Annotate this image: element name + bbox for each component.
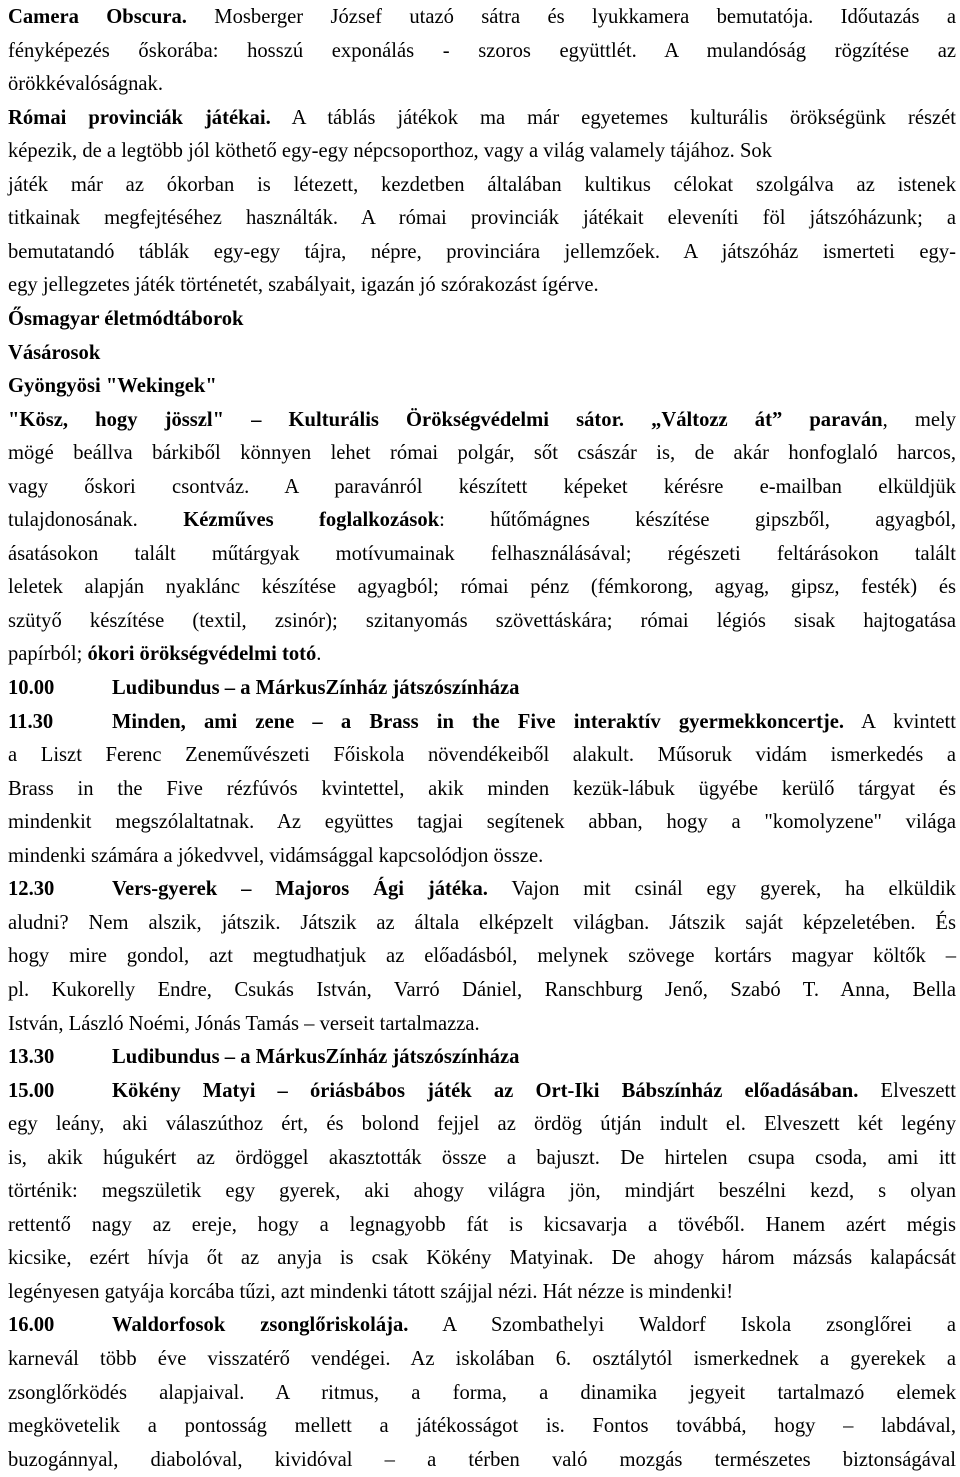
text-line	[8, 772, 956, 806]
bold-text-run: Waldorfosok zsonglőriskolája.	[112, 1314, 409, 1337]
text-run: rettentő nagy az ereje, hogy a legnagyobb fát is kicsavarja a tövéből. Hanem azért mégis	[8, 1213, 956, 1236]
text-line	[8, 0, 956, 34]
text-run: szütyő készítése (textil, zsinór); szitanyomás szövettáskára; római légiós sisak hajtogatása	[8, 609, 956, 632]
text-run: tulajdonosának.	[8, 509, 184, 532]
text-line	[8, 1007, 956, 1041]
bold-text-run: Minden, ami zene – a Brass in the Five interaktív gyermekkoncertje.	[112, 710, 845, 733]
schedule-entry-line	[8, 1308, 956, 1342]
text-run: pl. Kukorelly Endre, Csukás István, Varró Dániel, Ranschburg Jenő, Szabó T. Anna, Bella	[8, 978, 956, 1001]
text-line	[8, 637, 956, 671]
text-run: titkainak megfejtéséhez használták. A római provinciák játékait eleveníti föl játszóházunk; a	[8, 207, 956, 230]
text-run: , mely	[882, 408, 956, 431]
schedule-entry-line	[8, 872, 956, 906]
text-run: egy jellegzetes játék történetét, szabályait, igazán jó szórakozást ígérve.	[8, 274, 599, 297]
text-line	[8, 168, 956, 202]
text-run: legényesen gatyája korcába tűzi, azt mindenki tátott szájjal nézi. Hát nézze is mindenki!	[8, 1280, 734, 1303]
text-line	[8, 1443, 956, 1477]
text-run: történik: megszületik egy gyerek, aki ahogy világra jön, mindjárt beszélni kezd, s olyan	[8, 1180, 956, 1203]
text-run: játék már az ókorban is létezett, kezdetben általában kultikus célokat szolgálva az istenek	[8, 173, 956, 196]
text-line	[8, 34, 956, 68]
text-line	[8, 1342, 956, 1376]
text-line	[8, 570, 956, 604]
text-line	[8, 268, 956, 302]
schedule-time: 11.30	[8, 710, 54, 733]
text-line	[8, 470, 956, 504]
bold-text-run: Camera Obscura.	[8, 6, 187, 28]
text-line	[8, 436, 956, 470]
text-line	[8, 1174, 956, 1208]
schedule-time: 13.30	[8, 1046, 55, 1069]
text-run: leletek alapján nyaklánc készítése agyagból; római pénz (fémkorong, agyag, gipsz, festék) és	[8, 576, 956, 599]
text-line	[8, 604, 956, 638]
text-run: A kvintett	[844, 710, 956, 733]
text-line	[8, 1141, 956, 1175]
text-line	[8, 101, 956, 135]
bold-text-run: Vásárosok	[8, 341, 101, 364]
schedule-time: 16.00	[8, 1314, 55, 1337]
text-run: fényképezés őskorába: hosszú exponálás - szoros együttlét. A mulandóság rögzítése az	[8, 39, 956, 62]
text-line	[8, 201, 956, 235]
text-run: aludni? Nem alszik, játszik. Játszik az általa elképzelt világban. Játszik saját képzeletében. És	[8, 911, 956, 934]
text-run: buzogánnyal, diabolóval, kividóval – a térben való mozgás természetes biztonságával	[8, 1448, 956, 1471]
text-run: örökkévalóságnak.	[8, 73, 163, 96]
bold-text-run: Ludibundus – a MárkusZínház játszószínháza	[112, 677, 520, 699]
text-run: A táblás játékok ma már egyetemes kulturális örökségünk részét	[270, 106, 956, 129]
text-line	[8, 973, 956, 1007]
text-line	[8, 403, 956, 437]
bold-text-run: ókori örökségvédelmi totó	[87, 643, 317, 666]
schedule-time: 12.30	[8, 878, 55, 901]
text-run: Vajon mit csinál egy gyerek, ha elküldik	[487, 878, 956, 901]
bold-text-run: Ludibundus – a MárkusZínház játszószínháza	[112, 1046, 520, 1069]
text-run: Mosberger József utazó sátra és lyukkamera bemutatója. Időutazás a	[186, 6, 956, 28]
text-run: egy leány, aki válaszúthoz ért, és bolond fejjel az ördög útján indult el. Elveszett két legény	[8, 1113, 956, 1136]
text-run: : hűtőmágnes készítése gipszből, agyagból,	[439, 509, 956, 532]
text-run: a Liszt Ferenc Zeneművészeti Főiskola növendékeiből alakult. Műsoruk vidám ismerkedés a	[8, 744, 956, 767]
text-run: kicsike, ezért hívja őt az anyja is csak Kökény Matyinak. De ahogy három mázsás kalapácsát	[8, 1247, 956, 1270]
text-line	[8, 336, 956, 370]
text-run: megkövetelik a pontosság mellett a játékosságot is. Fontos továbbá, hogy – labdával,	[8, 1415, 956, 1438]
text-line	[8, 503, 956, 537]
bold-text-run: Kézműves foglalkozások	[183, 509, 440, 532]
text-line	[8, 369, 956, 403]
text-run: mögé beállva bárkiből könnyen lehet római polgár, sőt császár is, de akár honfoglaló harcos,	[8, 442, 956, 465]
bold-text-run: Vers-gyerek – Majoros Ági játéka.	[112, 878, 488, 901]
schedule-entry-line	[8, 1074, 956, 1108]
bold-text-run: "Kösz, hogy jösszl" – Kulturális Örökségvédelmi sátor. „Változz át” paraván	[8, 408, 883, 431]
schedule-time: 10.00	[8, 677, 55, 699]
text-run: .	[316, 643, 322, 666]
text-line	[8, 738, 956, 772]
text-run: mindenki számára a jókedvvel, vidámsággal kapcsolódjon össze.	[8, 844, 544, 867]
text-line	[8, 839, 956, 873]
text-run: karnevál több éve visszatérő vendégei. Az iskolában 6. osztálytól ismerkednek a gyerekek a	[8, 1348, 956, 1370]
text-line	[8, 1107, 956, 1141]
text-line	[8, 805, 956, 839]
text-line	[8, 1241, 956, 1275]
schedule-entry-line	[8, 1040, 956, 1074]
text-run: mindenkit megszólaltatnak. Az együttes tagjai segítenek abban, hogy a "komolyzene" világa	[8, 811, 956, 834]
text-line	[8, 1275, 956, 1309]
bold-text-run: Kökény Matyi – óriásbábos játék az Ort-Iki Bábszínház előadásában.	[112, 1079, 859, 1102]
text-line	[8, 134, 956, 168]
text-run: képezik, de a legtöbb jól köthető egy-egy népcsoporthoz, vagy a világ valamely tájához. Sok	[8, 140, 773, 163]
text-run: is, akik húgukért az ördöggel akasztották össze a bajuszt. De hirtelen csupa csoda, ami itt	[8, 1146, 956, 1169]
schedule-entry-line	[8, 671, 956, 705]
text-run: zsonglőrködés alapjaival. A ritmus, a forma, a dinamika jegyeit tartalmazó elemek	[8, 1381, 956, 1404]
text-run: bemutatandó táblák egy-egy tájra, népre, provinciára jellemzőek. A játszóház ismerteti egy-	[8, 240, 956, 263]
text-run: István, László Noémi, Jónás Tamás – verseit tartalmazza.	[8, 1012, 480, 1035]
text-line	[8, 1208, 956, 1242]
text-run: hogy mire gondol, azt megtudhatjuk az előadásból, melynek szövege kortárs magyar költők –	[8, 945, 956, 968]
text-run: ásatásokon talált műtárgyak motívumainak felhasználásával; régészeti feltárásokon talált	[8, 542, 956, 565]
text-line	[8, 235, 956, 269]
text-run: Brass in the Five rézfúvós kvintettel, akik minden kezük-lábuk ügyébe kerülő tárgyat és	[8, 777, 956, 800]
text-run: papírból;	[8, 643, 88, 666]
schedule-time: 15.00	[8, 1079, 55, 1102]
bold-text-run: Római provinciák játékai.	[8, 106, 271, 129]
text-line	[8, 1409, 956, 1443]
text-run: Elveszett	[858, 1079, 956, 1102]
text-run: A Szombathelyi Waldorf Iskola zsonglőrei a	[408, 1314, 956, 1337]
text-line	[8, 537, 956, 571]
text-line	[8, 939, 956, 973]
schedule-entry-line	[8, 705, 956, 739]
bold-text-run: Gyöngyösi "Wekingek"	[8, 375, 217, 398]
bold-text-run: Ősmagyar életmódtáborok	[8, 307, 244, 330]
text-run: vagy őskori csontváz. A paravánról készített képeket kérésre e-mailban elküldjük	[8, 475, 956, 498]
text-line	[8, 906, 956, 940]
text-line	[8, 1376, 956, 1410]
text-line	[8, 67, 956, 101]
text-line	[8, 302, 956, 336]
